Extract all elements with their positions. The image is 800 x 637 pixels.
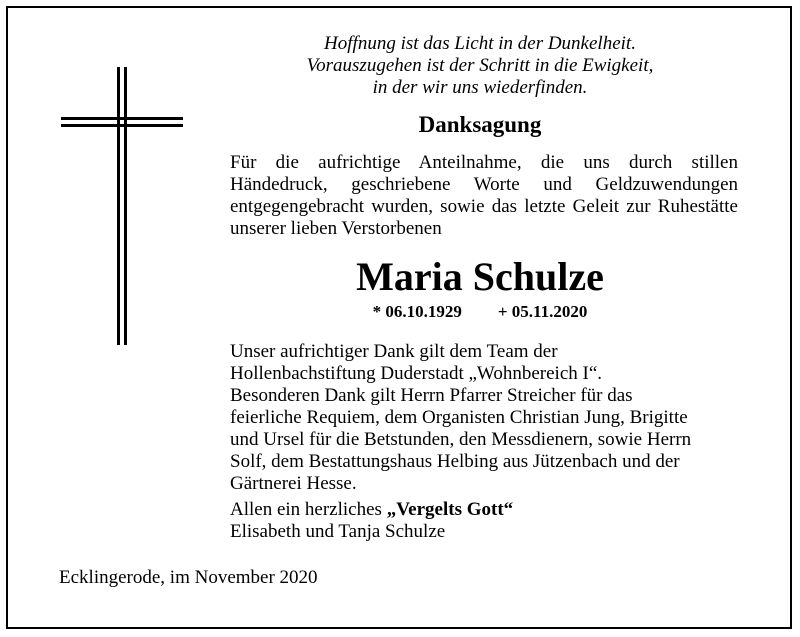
poem-line: Vorauszugehen ist der Schritt in die Ewigkeit, (306, 55, 654, 76)
thanks-line: und Ursel für die Betstunden, den Messdienern, sowie Herrn (230, 429, 692, 450)
thanks-line: Solf, dem Bestattungshaus Helbing aus Jützenbach und der (230, 451, 680, 472)
closing (230, 499, 730, 543)
closing-prefix: Allen ein herzliches (230, 499, 387, 520)
intro-text: Für die aufrichtige Anteilnahme, die uns durch stillen Händedruck, geschriebene Worte und Geldzuwendungen entgegengebracht wurden, sowie das letzte Geleit zur Ruhestätte unserer lieben Verstorbenen (230, 152, 738, 239)
deceased-name: Maria Schulze (356, 254, 604, 299)
closing-emphasis: „Vergelts Gott“ (386, 499, 514, 520)
birth-date: * 06.10.1929 (372, 302, 462, 321)
place-and-date: Ecklingerode, im November 2020 (59, 567, 318, 588)
poem-line: in der wir uns wiederfinden. (372, 77, 588, 98)
thanks-line: feierliche Requiem, dem Organisten Christian Jung, Brigitte (230, 407, 688, 428)
closing-greeting (230, 499, 730, 521)
thanks-line: Hollenbachstiftung Duderstadt „Wohnbereich I“. (230, 363, 603, 384)
thanks-line: Unser aufrichtiger Dank gilt dem Team der (230, 341, 558, 362)
poem-line: Hoffnung ist das Licht in der Dunkelheit. (324, 33, 636, 54)
thanks-line: Besonderen Dank gilt Herrn Pfarrer Streicher für das (230, 385, 633, 406)
life-dates (230, 302, 730, 322)
thanks-paragraph (230, 341, 750, 495)
intro-paragraph (230, 152, 738, 240)
thanks-line: Gärtnerei Hesse. (230, 473, 357, 494)
signature: Elisabeth und Tanja Schulze (230, 521, 446, 542)
heading: Danksagung (418, 112, 542, 137)
death-date: + 05.11.2020 (497, 302, 588, 321)
poem (230, 33, 730, 99)
